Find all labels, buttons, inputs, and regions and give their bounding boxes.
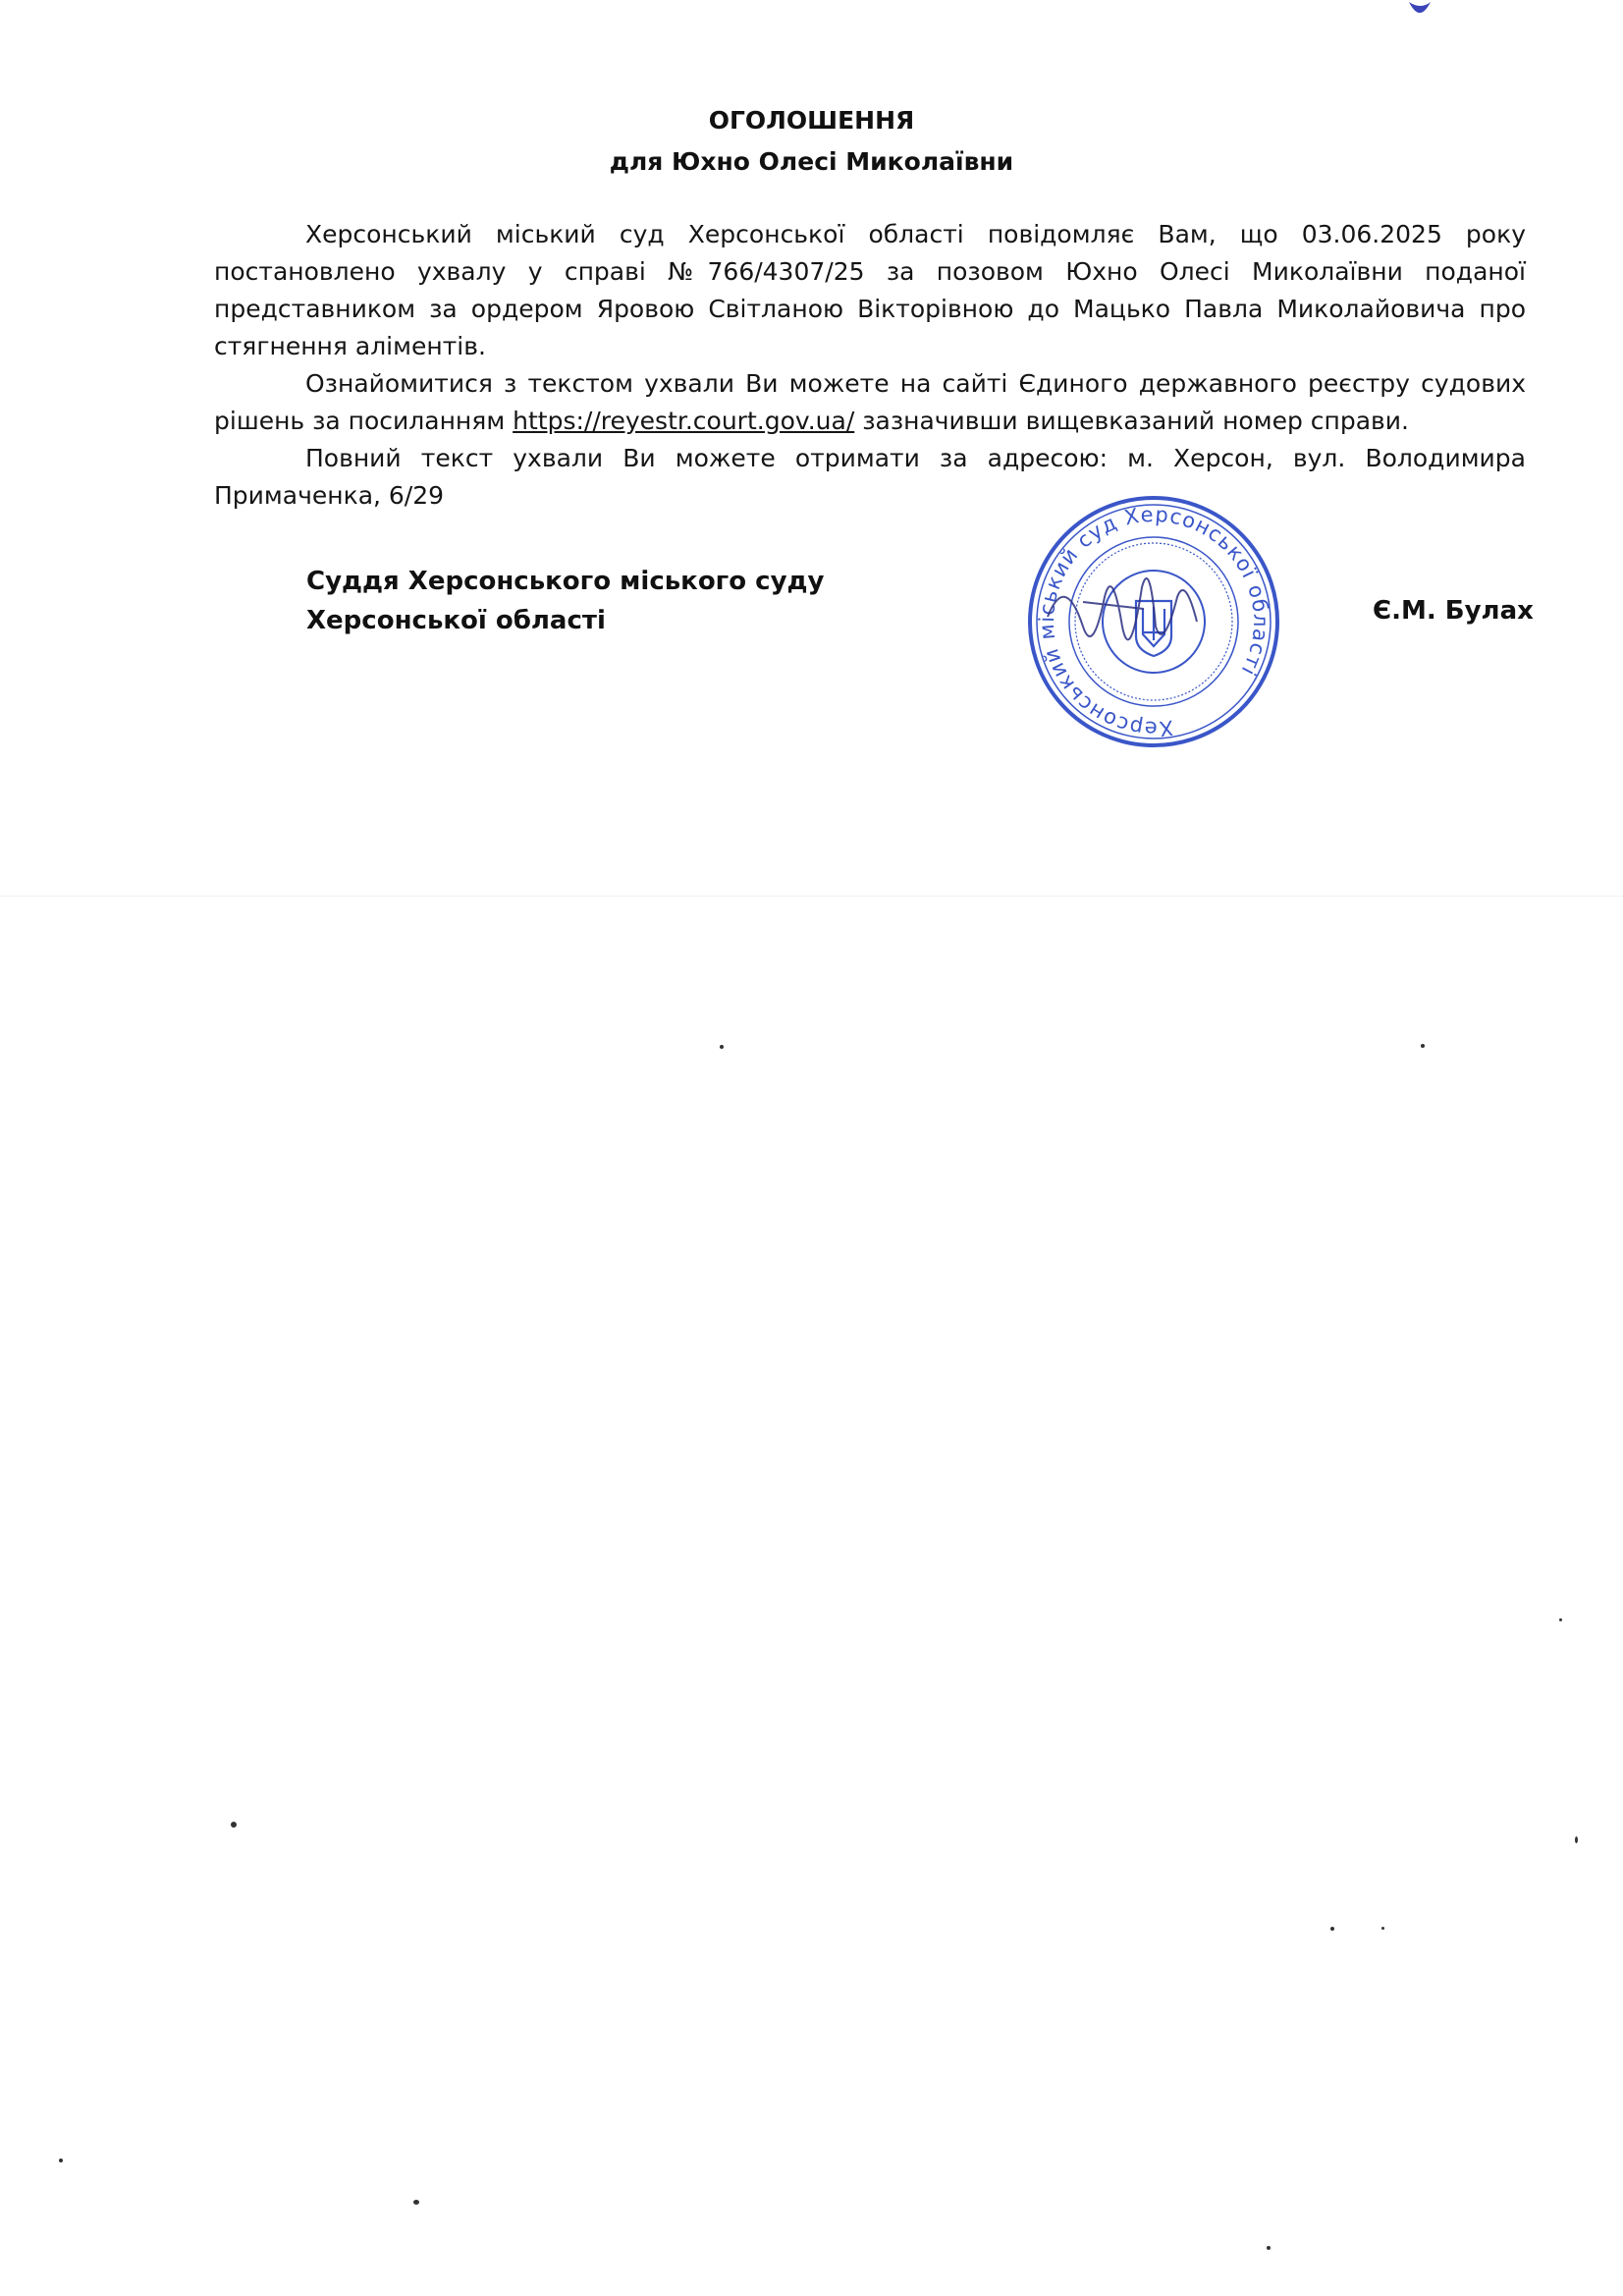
judge-name: Є.М. Булах: [1373, 596, 1534, 626]
paragraph-2-tail: зазначивши вищевказаний номер справи.: [854, 407, 1409, 435]
document-subtitle: для Юхно Олесі Миколаївни: [609, 147, 1014, 176]
signature-block: [306, 562, 825, 640]
scan-speck: [1267, 2246, 1271, 2250]
paragraph-2-text: Ознайомитися з текстом ухвали Ви можете на сайті Єдиного державного реєстру судових рішень за посиланням: [214, 369, 1526, 435]
scan-speck: [720, 1045, 724, 1049]
scan-artifact-line: [0, 896, 1623, 897]
scan-speck: [413, 2200, 419, 2205]
signature-title-line-1: Суддя Херсонського міського суду: [306, 567, 825, 596]
scan-speck: [1330, 1927, 1334, 1931]
signature-title-line-2: Херсонської області: [306, 606, 606, 635]
scan-speck: [231, 1822, 237, 1828]
seal-outer-text: Херсонський міський суд Херсонської області: [1034, 502, 1273, 741]
ink-mark: [1407, 0, 1433, 22]
scan-speck: [1559, 1618, 1562, 1621]
paragraph-2: [214, 365, 1526, 440]
paragraph-3: Повний текст ухвали Ви можете отримати за адресою: м. Херсон, вул. Володимира Примаченка, 6/29: [214, 444, 1526, 510]
paragraph-1: Херсонський міський суд Херсонської області повідомляє Вам, що 03.06.2025 року постановлено ухвалу у справі №766/4307/25 за позовом Юхно Олесі Миколаївни поданої представником за ордером Яровою Світланою Вікторівною до Мацько Павла Миколайовича про стягнення аліментів.: [214, 220, 1526, 360]
scan-speck: [1575, 1836, 1578, 1843]
document-body: [214, 216, 1526, 515]
document-title: ОГОЛОШЕННЯ: [708, 106, 915, 135]
scan-speck: [59, 2159, 63, 2162]
court-seal: [997, 479, 1311, 764]
scan-speck: [1381, 1927, 1384, 1930]
registry-link[interactable]: https://reyestr.court.gov.ua/: [513, 407, 855, 435]
scan-speck: [1421, 1044, 1425, 1048]
